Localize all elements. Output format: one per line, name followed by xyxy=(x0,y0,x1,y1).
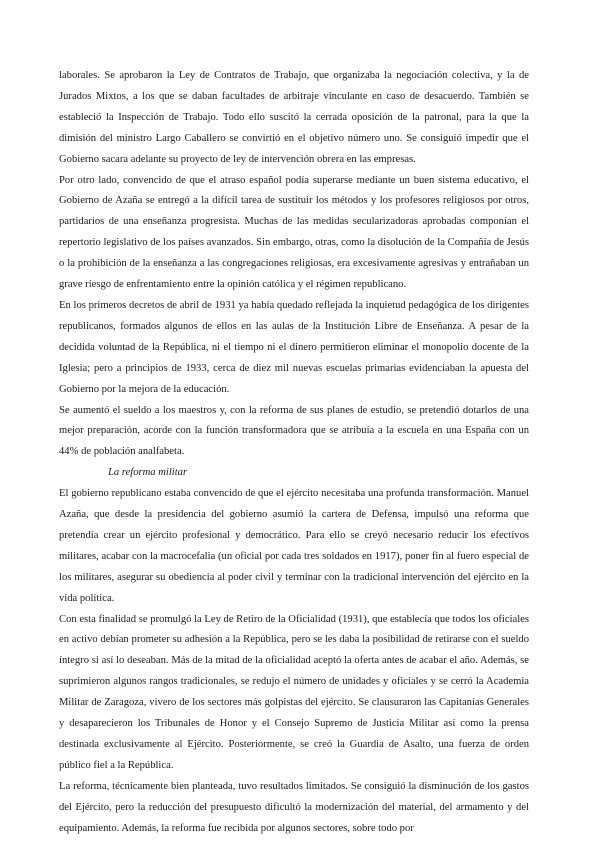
paragraph: Por otro lado, convencido de que el atraso español podía superarse mediante un buen sistema educativo, el Gobierno de Azaña se entregó a la difícil tarea de sustituir los métodos y los profesores religiosos por otros, partidarios de una enseñanza progresista. Muchas de las medidas secularizadoras aprobadas componían el repertorio legislativo de los países avanzados. Sin embargo, otras, como la disolución de la Compañía de Jesús o la prohibición de la enseñanza a las congregaciones religiosas, era excesivamente agresivas y entrañaban un grave riesgo de enfrentamiento entre la opinión católica y el régimen republicano. xyxy=(59,174,529,291)
section-heading: La reforma militar xyxy=(108,467,188,479)
paragraph: laborales. Se aprobaron la Ley de Contratos de Trabajo, que organizaba la negociación colectiva, y la de Jurados Mixtos, a los que se daban facultades de arbitraje vinculante en caso de desacuerdo. También se estableció la Inspección de Trabajo. Todo ello suscitó la cerrada oposición de la patronal, para la que la dimisión del ministro Largo Caballero se convirtió en el objetivo número uno. Se consiguió impedir que el Gobierno sacara adelante su proyecto de ley de intervención obrera en las empresas. xyxy=(59,70,529,165)
document-page xyxy=(59,66,529,840)
paragraph: Se aumentó el sueldo a los maestros y, con la reforma de sus planes de estudio, se pretendió dotarlos de una mejor preparación, acorde con la función transformadora que se atribuía a la escuela en una España con un 44% de población analfabeta. xyxy=(59,404,529,458)
paragraph: En los primeros decretos de abril de 1931 ya había quedado reflejada la inquietud pedagógica de los dirigentes republicanos, formados algunos de ellos en las aulas de la Institución Libre de Enseñanza. A pesar de la decidida voluntad de la República, ni el tiempo ni el dinero permitieron eliminar el monopolio docente de la Iglesia; pero a principios de 1933, cerca de diez mil nuevas escuelas primarias evidenciaban la apuesta del Gobierno por la mejora de la educación. xyxy=(59,299,529,395)
paragraph: Con esta finalidad se promulgó la Ley de Retiro de la Oficialidad (1931), que establecía que todos los oficiales en activo debían prometer su adhesión a la República, pero se les daba la posibilidad de retirarse con el sueldo íntegro si así lo deseaban. Más de la mitad de la oficialidad aceptó la oferta antes de acabar el año. Además, se suprimieron algunos rangos tradicionales, se redujo el número de unidades y oficiales y se cerró la Academia Militar de Zaragoza, vivero de los sectores más golpistas del ejército. Se clausuraron las Capitanías Generales y desaparecieron los Tribunales de Honor y el Consejo Supremo de Justicia Militar así como la prensa destinada exclusivamente al Ejército. Posteriormente, se creó la Guardia de Asalto, una fuerza de orden público fiel a la República. xyxy=(59,613,529,771)
paragraph: El gobierno republicano estaba convencido de que el ejército necesitaba una profunda transformación. Manuel Azaña, que desde la presidencia del gobierno asumió la cartera de Defensa, impulsó una reforma que pretendía crear un ejército profesional y democrático. Para ello se creyó necesario reducir los efectivos militares, acabar con la macrocefalia (un oficial por cada tres soldados en 1917), poner fin al fuero especial de los militares, asegurar su obediencia al poder civil y terminar con la tradicional intervención del ejército en la vida política. xyxy=(59,488,529,604)
paragraph: La reforma, técnicamente bien planteada, tuvo resultados limitados. Se consiguió la disminución de los gastos del Ejército, pero la reducción del presupuesto dificultó la modernización del material, del armamento y del equipamiento. Además, la reforma fue recibida por algunos sectores, sobre todo por xyxy=(59,780,529,834)
